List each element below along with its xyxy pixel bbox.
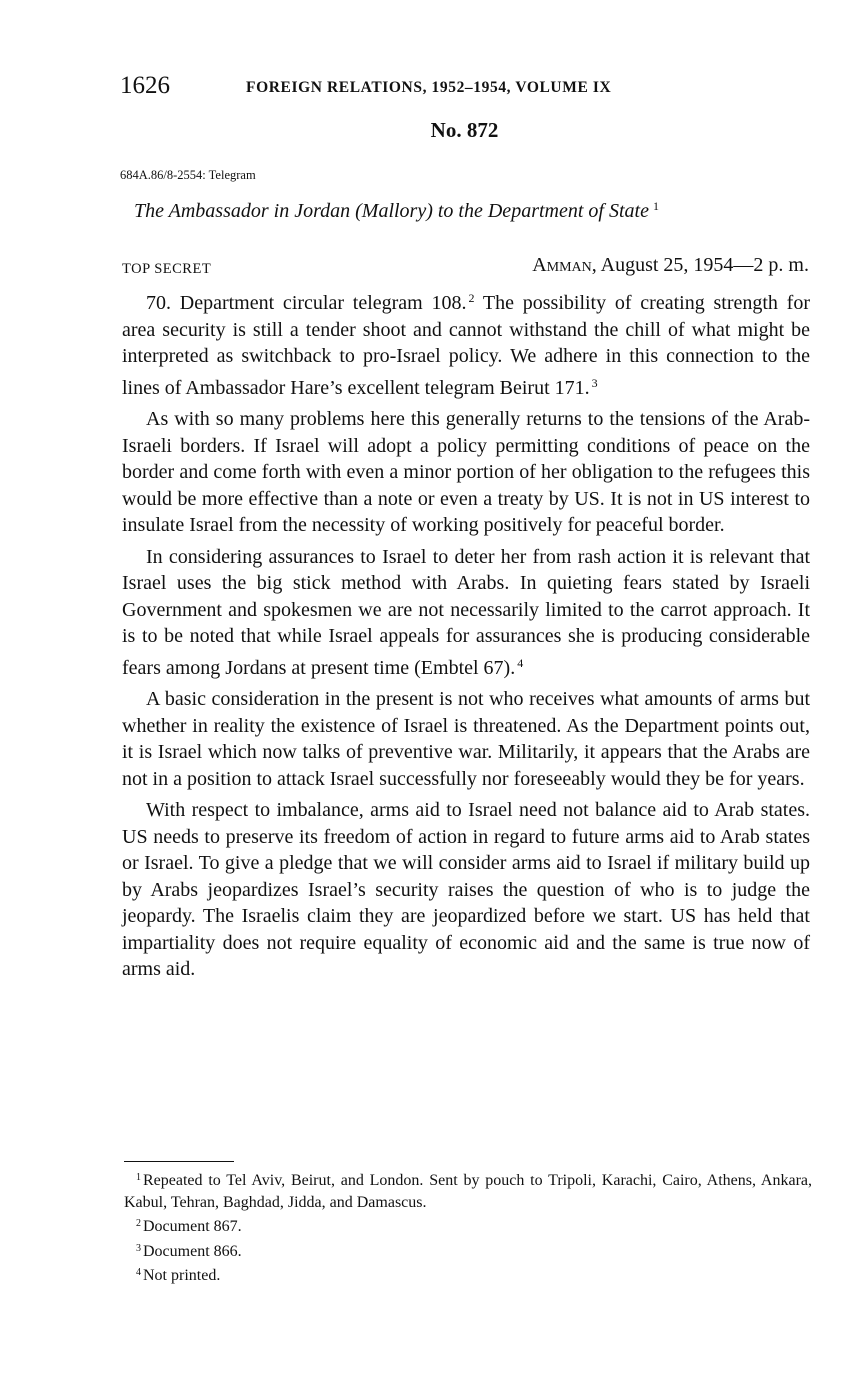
paragraph-1-text-a: 70. Department circular telegram 108. bbox=[146, 292, 467, 314]
paragraph-5: With respect to imbalance, arms aid to Israel need not balance aid to Arab states. US needs to preserve its freedom of action in regard to future arms aid to Arab states or Israel. To give a pledge that we will consider arms aid to Israel if military build up by Arabs jeopardizes Israel’s security raises the question of who is to judge the jeopardy. The Israelis claim they are jeopardized before we start. US has held that impartiality does not require equality of economic aid and the same is true now of arms aid. bbox=[122, 799, 810, 980]
classification-label: TOP SECRET bbox=[122, 261, 212, 277]
paragraph-3 bbox=[122, 544, 810, 682]
file-reference: 684A.86/8-2554: Telegram bbox=[120, 168, 256, 182]
footnote-item bbox=[124, 1262, 812, 1287]
footnote-mark: 2 bbox=[136, 1218, 141, 1229]
page-number: 1626 bbox=[120, 72, 170, 99]
paragraph-1-text-b: The possibility of creating strength for area security is still a tender shoot and cannot withstand the chill of what might be interpreted as switchback to pro-Israel policy. We adhere in this connection to the lines of Ambassador Hare’s excellent telegram Beirut 171. bbox=[122, 292, 810, 399]
paragraph-2: As with so many problems here this generally returns to the tensions of the Arab-Israeli borders. If Israel will adopt a policy permitting conditions of peace on the border and come forth with even a minor portion of her obligation to the refugees this would be more effective than a note or even a treaty by US. It is not in US interest to insulate Israel from the necessity of working positively for peaceful border. bbox=[122, 408, 810, 536]
footnote-divider bbox=[124, 1161, 234, 1162]
dateline-date: , August 25, 1954—2 p. m. bbox=[591, 254, 809, 276]
footnote-mark: 3 bbox=[136, 1242, 141, 1254]
dateline-place: Amman bbox=[532, 254, 592, 276]
heading-text: The Ambassador in Jordan (Mallory) to the Department of State bbox=[134, 200, 649, 222]
footnote-mark: 4 bbox=[136, 1267, 141, 1278]
footnote-ref-4: 4 bbox=[517, 655, 524, 670]
footnote-item bbox=[124, 1213, 812, 1238]
paragraph-3-text: In considering assurances to Israel to deter her from rash action it is relevant that Israel uses the big stick method with Arabs. In quieting fears stated by Israeli Government and spokesmen we are not necessarily limited to the carrot approach. It is to be noted that while Israel appeals for assurances she is producing considerable fears among Jordans at present time (Embtel 67). bbox=[122, 545, 810, 679]
document-heading bbox=[134, 199, 659, 223]
footnotes bbox=[124, 1167, 812, 1287]
heading-footnote-ref: 1 bbox=[652, 199, 659, 213]
footnote-text: Repeated to Tel Aviv, Beirut, and London. Sent by pouch to Tripoli, Karachi, Cairo, Athens, Ankara, Kabul, Tehran, Baghdad, Jidda, and Damascus. bbox=[124, 1172, 812, 1211]
telegram-body bbox=[122, 285, 810, 988]
footnote-text: Not printed. bbox=[143, 1267, 221, 1284]
dateline bbox=[532, 254, 809, 277]
paragraph-1 bbox=[122, 285, 810, 401]
footnote-text: Document 867. bbox=[143, 1218, 242, 1235]
footnote-ref-2: 2 bbox=[468, 291, 475, 305]
footnote-ref-3: 3 bbox=[591, 375, 598, 390]
series-title: FOREIGN RELATIONS, 1952–1954, VOLUME IX bbox=[246, 79, 612, 96]
document-number: No. 872 bbox=[430, 118, 499, 142]
footnote-item bbox=[124, 1238, 812, 1263]
footnote-text: Document 866. bbox=[143, 1242, 242, 1260]
running-head bbox=[120, 72, 810, 104]
footnote-mark: 1 bbox=[136, 1172, 141, 1183]
footnote-item bbox=[124, 1167, 812, 1213]
paragraph-4: A basic consideration in the present is not who receives what amounts of arms but whether in reality the existence of Israel is threatened. As the Department points out, it is Israel which now talks of preventive war. Militarily, it appears that the Arabs are not in a position to attack Israel successfully nor foreseeably would they be for years. bbox=[122, 688, 810, 790]
